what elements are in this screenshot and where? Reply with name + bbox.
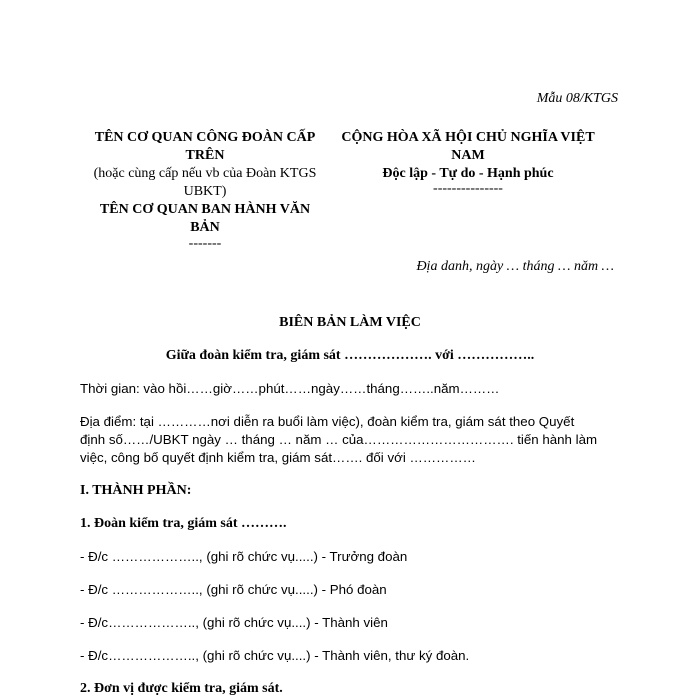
right-header-dash: ---------------: [433, 181, 503, 196]
union-note-line: (hoặc cùng cấp nếu vb của Đoàn KTGS: [93, 166, 317, 181]
issuing-agency-header: [80, 129, 330, 251]
location-line: Địa điểm: tại …………nơi diễn ra buổi làm việc), đoàn kiểm tra, giám sát theo Quyết: [80, 414, 575, 429]
country-name: CỘNG HÒA XÃ HỘI CHỦ NGHĨA VIỆT: [341, 130, 595, 145]
place-date-line: Địa danh, ngày … tháng … năm …: [416, 259, 614, 274]
form-code: Mẫu 08/KTGS: [536, 91, 618, 106]
subsection-heading-inspected-unit: 2. Đơn vị được kiểm tra, giám sát.: [80, 681, 283, 696]
left-header-dash: -------: [188, 236, 222, 251]
member-line: - Đ/c ……………….., (ghi rõ chức vụ.....) - Trưởng đoàn: [80, 549, 408, 564]
section-heading-composition: I. THÀNH PHẦN:: [80, 483, 192, 498]
member-line: - Đ/c……………….., (ghi rõ chức vụ....) - Thành viên, thư ký đoàn.: [80, 648, 470, 663]
national-header: [330, 129, 606, 195]
superior-union-line-cont: TRÊN: [185, 148, 225, 163]
issuing-agency-line-cont: BẢN: [190, 220, 220, 235]
superior-union-line: TÊN CƠ QUAN CÔNG ĐOÀN CẤP: [94, 130, 316, 145]
national-motto: Độc lập - Tự do - Hạnh phúc: [382, 166, 554, 181]
union-note-line-cont: UBKT): [183, 184, 227, 199]
issuing-agency-line: TÊN CƠ QUAN BAN HÀNH VĂN: [99, 202, 311, 217]
location-line: định số……/UBKT ngày … tháng … năm … của……………………………. tiến hành làm: [80, 432, 598, 447]
country-name-cont: NAM: [451, 148, 485, 163]
document-subtitle: Giữa đoàn kiểm tra, giám sát ………………. với ……………..: [165, 348, 535, 363]
time-line: Thời gian: vào hồi……giờ……phút……ngày……tháng……..năm………: [80, 381, 500, 396]
location-paragraph: [80, 413, 620, 467]
member-line: - Đ/c……………….., (ghi rõ chức vụ....) - Thành viên: [80, 615, 388, 630]
subsection-heading-inspection-team: 1. Đoàn kiểm tra, giám sát ……….: [80, 516, 287, 531]
document-title: BIÊN BẢN LÀM VIỆC: [279, 315, 421, 330]
member-line: - Đ/c ……………….., (ghi rõ chức vụ.....) - Phó đoàn: [80, 582, 387, 597]
location-line: việc, công bố quyết định kiểm tra, giám sát……. đối với ……………: [80, 450, 476, 465]
